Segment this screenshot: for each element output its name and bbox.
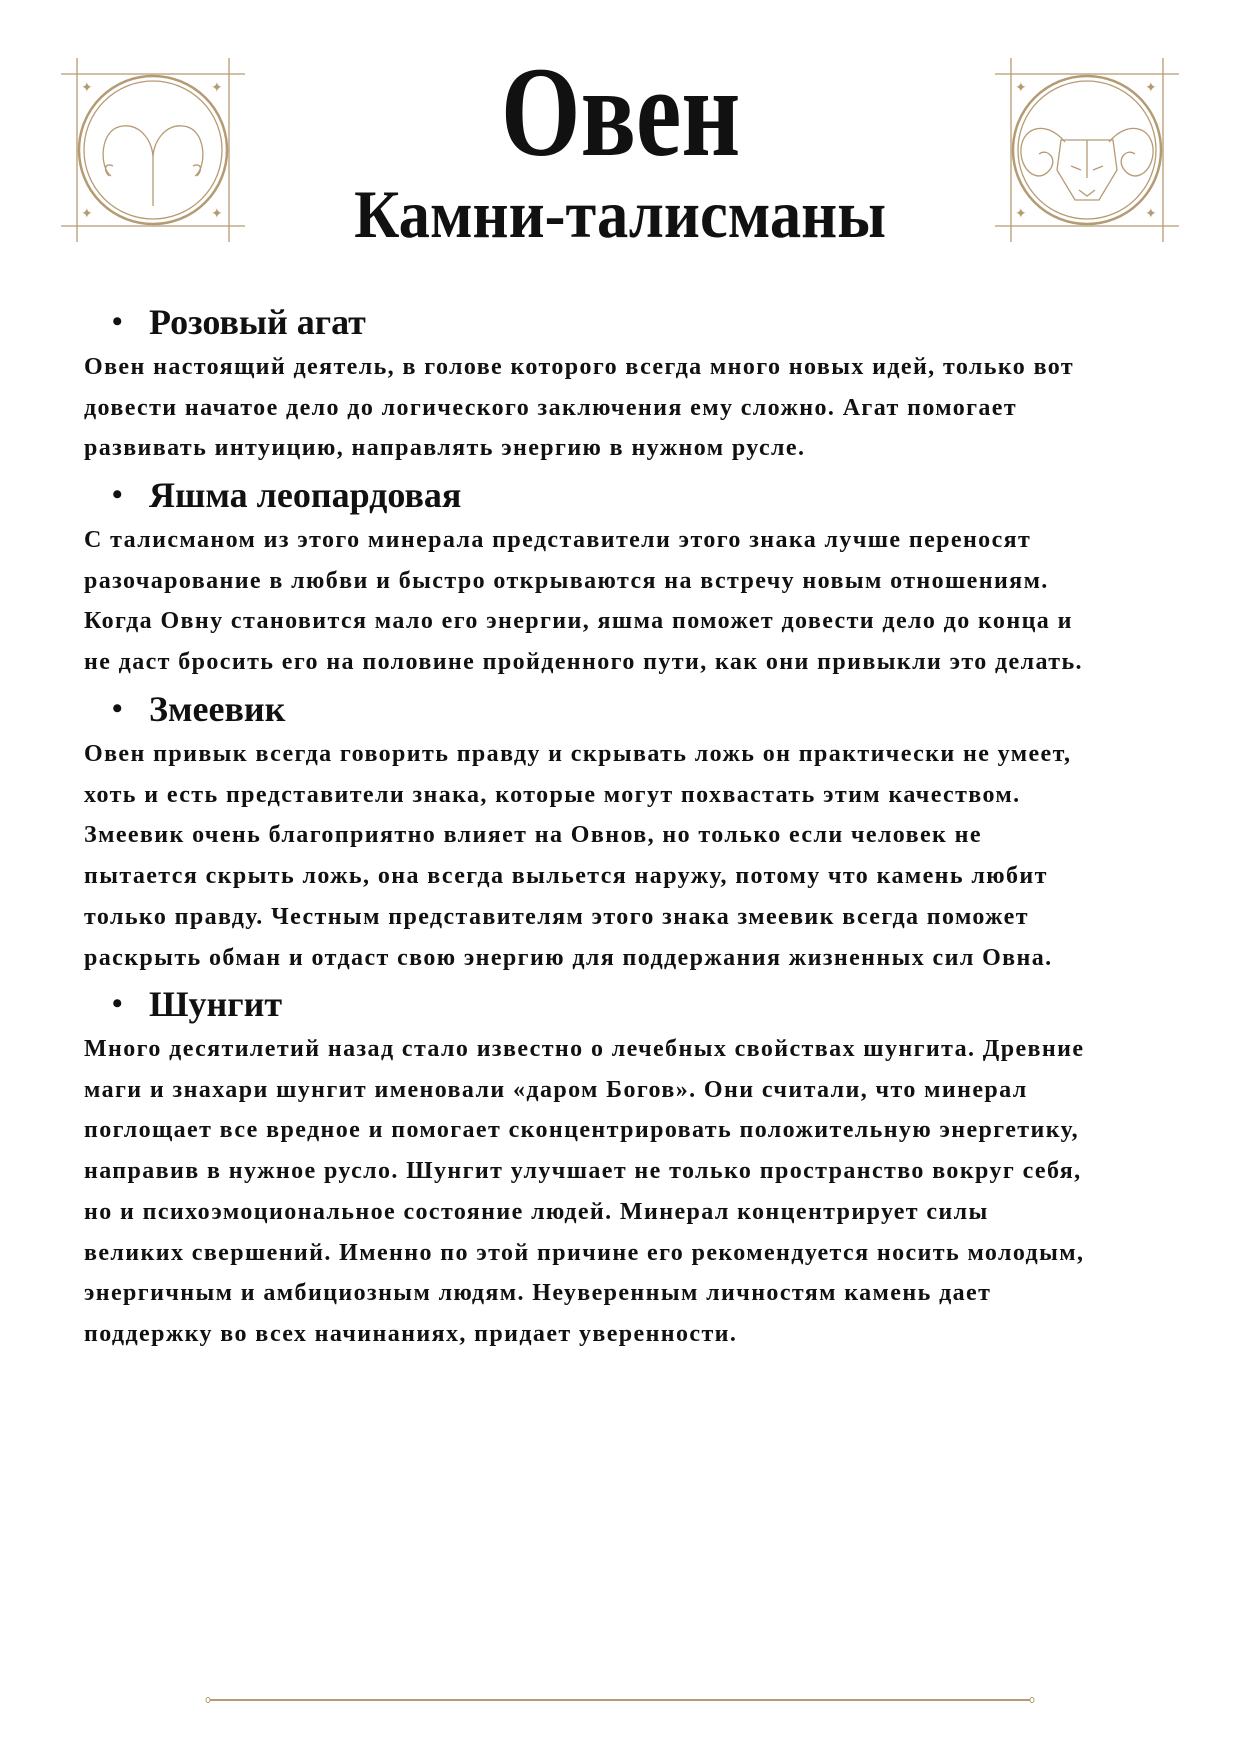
section-heading: • Яшма леопардовая [84,470,1204,520]
svg-text:✦: ✦ [1145,206,1157,222]
paragraph-line: только правду. Честным представителям этого знака змеевик всегда поможет [84,903,1029,930]
paragraph-line: С талисманом из этого минерала представители этого знака лучше переносят [84,527,1032,553]
paragraph-line: энергичным и амбициозным людям. Неуверенным личностям камень дает [84,1280,992,1307]
svg-text:✦: ✦ [1015,80,1027,96]
section-leopard-jasper [84,470,1204,683]
paragraph-line: но и психоэмоциональное состояние людей. Минерал концентрирует силы [84,1198,989,1225]
paragraph-line: не даст бросить его на половине пройденного пути, как они привыкли это делать. [84,649,1083,676]
section-heading: • Розовый агат [84,297,1204,347]
svg-text:✦: ✦ [81,206,93,222]
paragraph-line: раскрыть обман и отдаст свою энергию для поддержания жизненных сил Овна. [84,944,1053,971]
section-rose-agate [84,297,1204,469]
paragraph-line: великих свершений. Именно по этой причине его рекомендуется носить молодым, [84,1239,1085,1266]
section-shungite [84,979,1204,1355]
svg-text:✦: ✦ [1015,206,1027,222]
paragraph-line: Змеевик очень благоприятно влияет на Овнов, но только если человек не [84,822,982,849]
paragraph-line: хоть и есть представители знака, которые могут похвастать этим качеством. [84,781,1021,808]
paragraph-line: поглощает все вредное и помогает сконцентрировать положительную энергетику, [84,1117,1080,1144]
section-heading: • Шунгит [84,979,1204,1029]
paragraph-line: Когда Овну становится мало его энергии, яшма поможет довести дело до конца и [84,608,1073,635]
paragraph-line: развивать интуицию, направлять энергию в нужном русле. [84,435,806,462]
paragraph-line: Овен настоящий деятель, в голове которого всегда много новых идей, только вот [84,354,1075,380]
paragraph-line: маги и знахари шунгит именовали «даром Богов». Они считали, что минерал [84,1076,1028,1103]
svg-text:✦: ✦ [211,206,223,222]
page-title: Овен [500,41,741,183]
paragraph-line: пытается скрыть ложь, она всегда выльется наружу, потому что камень любит [84,863,1048,890]
page-subtitle: Камни-талисманы [354,176,887,252]
paragraph-line: Овен привык всегда говорить правду и скрывать ложь он практически не умеет, [84,741,1072,767]
footer-divider [205,1697,1035,1703]
paragraph-line: Много десятилетий назад стало известно о лечебных свойствах шунгита. Древние [84,1036,1085,1062]
svg-text:✦: ✦ [211,80,223,96]
svg-text:✦: ✦ [81,80,93,96]
svg-text:✦: ✦ [1145,80,1157,96]
bullet-icon: • [112,478,123,511]
paragraph-line: направив в нужное русло. Шунгит улучшает не только пространство вокруг себя, [84,1158,1082,1185]
paragraph-line: разочарование в любви и быстро открываются на встречу новым отношениям. [84,567,1049,594]
bullet-icon: • [112,692,123,725]
paragraph-line: поддержку во всех начинаниях, придает уверенности. [84,1320,738,1347]
section-heading: • Змеевик [84,684,1204,734]
bullet-icon: • [112,987,123,1020]
bullet-icon: • [112,305,123,338]
paragraph-line: довести начатое дело до логического заключения ему сложно. Агат помогает [84,394,1018,421]
section-serpentine [84,684,1204,978]
